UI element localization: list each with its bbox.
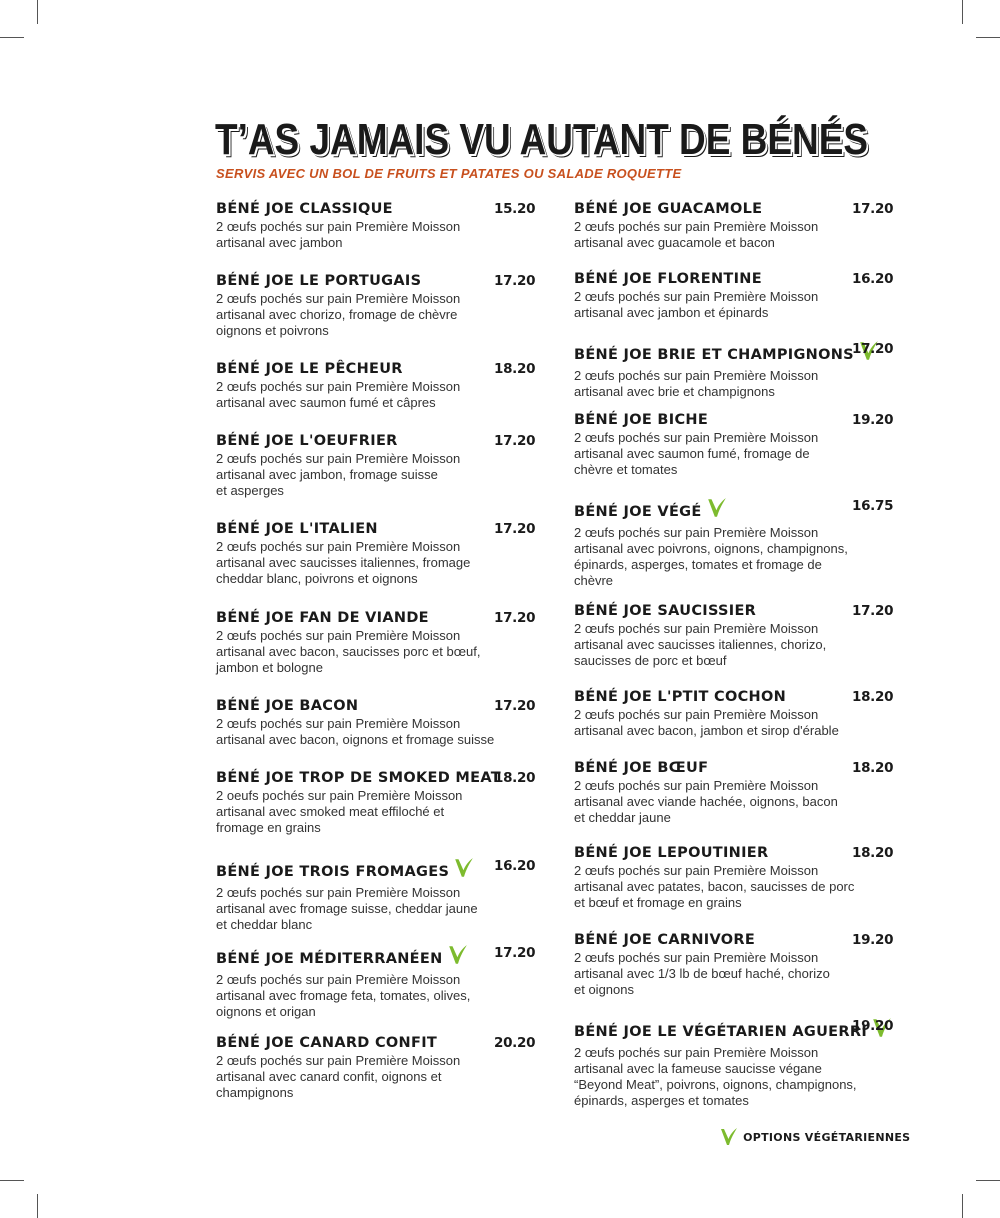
menu-item-name-text: BÉNÉ JOE LE PORTUGAIS <box>216 273 422 289</box>
crop-mark <box>962 1194 963 1218</box>
menu-item-name-text: BÉNÉ JOE FAN DE VIANDE <box>216 610 429 626</box>
menu-item <box>216 944 536 1020</box>
menu-item-description: 2 œufs pochés sur pain Première Moisson artisanal avec jambon, fromage suisse et asperges <box>216 451 461 498</box>
menu-item-description: 2 œufs pochés sur pain Première Moisson artisanal avec guacamole et bacon <box>574 219 819 250</box>
menu-item-price: 17.20 <box>852 341 894 357</box>
menu-item-price: 17.20 <box>494 433 536 449</box>
menu-item <box>216 1034 536 1101</box>
menu-item-price: 18.20 <box>852 689 894 705</box>
menu-item <box>574 270 894 321</box>
menu-item-name <box>574 411 818 429</box>
legend-label: OPTIONS VÉGÉTARIENNES <box>743 1131 911 1144</box>
menu-item-name <box>574 270 818 288</box>
menu-item <box>574 931 894 998</box>
menu-item-name <box>216 200 460 218</box>
menu-item <box>216 857 536 933</box>
menu-item-price: 18.20 <box>494 361 536 377</box>
menu-item <box>574 497 894 589</box>
menu-item-name-text: BÉNÉ JOE BACON <box>216 698 359 714</box>
menu-item-name <box>574 759 838 777</box>
menu-item-price: 18.20 <box>494 770 536 786</box>
menu-item-name <box>216 360 460 378</box>
menu-item-name <box>574 931 830 949</box>
menu-item-price: 16.75 <box>852 498 894 514</box>
page-title: T’AS JAMAIS VU AUTANT DE BÉNÉS <box>215 115 869 164</box>
menu-item <box>216 200 536 251</box>
menu-item-name-text: BÉNÉ JOE CANARD CONFIT <box>216 1035 438 1051</box>
menu-item-name-text: BÉNÉ JOE BICHE <box>574 412 709 428</box>
menu-item <box>216 432 536 499</box>
menu-item <box>574 200 894 251</box>
menu-item-price: 17.20 <box>852 201 894 217</box>
menu-item-price: 17.20 <box>494 698 536 714</box>
menu-item-description: 2 œufs pochés sur pain Première Moisson artisanal avec saucisses italiennes, chorizo, saucisses de porc et bœuf <box>574 621 827 668</box>
menu-item-name <box>574 1017 893 1044</box>
menu-item-name-text: BÉNÉ JOE BRIE ET CHAMPIGNONS <box>574 347 854 363</box>
menu-item-description: 2 œufs pochés sur pain Première Moisson artisanal avec poivrons, oignons, champignons, épinards, asperges, tomates et fromage de chèvre <box>574 525 848 588</box>
menu-item-name-text: BÉNÉ JOE BŒUF <box>574 760 709 776</box>
menu-item-name <box>574 340 880 367</box>
menu-item-name <box>216 697 494 715</box>
menu-item-name-text: BÉNÉ JOE L'OEUFRIER <box>216 433 398 449</box>
crop-mark <box>0 37 24 38</box>
menu-item <box>574 1017 893 1109</box>
menu-item-description: 2 œufs pochés sur pain Première Moisson artisanal avec viande hachée, oignons, bacon et cheddar jaune <box>574 778 838 825</box>
menu-item-name <box>574 602 826 620</box>
menu-item-description: 2 œufs pochés sur pain Première Moisson artisanal avec bacon, oignons et fromage suisse <box>216 716 495 747</box>
menu-item <box>216 769 536 836</box>
menu-item-name-text: BÉNÉ JOE LE PÊCHEUR <box>216 361 403 377</box>
menu-item-price: 16.20 <box>852 271 894 287</box>
menu-item-price: 19.20 <box>852 412 894 428</box>
menu-item-name-text: BÉNÉ JOE SAUCISSIER <box>574 603 757 619</box>
menu-item <box>216 272 536 339</box>
leaf-v-icon <box>447 944 469 971</box>
menu-item-name <box>574 200 818 218</box>
menu-item-name <box>574 844 854 862</box>
menu-item-description: 2 œufs pochés sur pain Première Moisson artisanal avec saucisses italiennes, fromage cheddar blanc, poivrons et oignons <box>216 539 471 586</box>
menu-item-name-text: BÉNÉ JOE FLORENTINE <box>574 271 762 287</box>
menu-item-price: 20.20 <box>494 1035 536 1051</box>
menu-item-name <box>216 944 470 971</box>
menu-item-description: 2 œufs pochés sur pain Première Moisson artisanal avec fromage feta, tomates, olives, oignons et origan <box>216 972 471 1019</box>
menu-item <box>574 602 894 669</box>
menu-item-name <box>216 1034 460 1052</box>
menu-item <box>216 520 536 587</box>
menu-item <box>574 759 894 826</box>
page-subtitle: SERVIS AVEC UN BOL DE FRUITS ET PATATES OU SALADE ROQUETTE <box>216 166 682 181</box>
menu-item-name <box>216 857 478 884</box>
menu-item-description: 2 œufs pochés sur pain Première Moisson artisanal avec fromage suisse, cheddar jaune et cheddar blanc <box>216 885 478 932</box>
menu-item-name-text: BÉNÉ JOE L'PTIT COCHON <box>574 689 787 705</box>
crop-mark <box>976 37 1000 38</box>
crop-mark <box>37 0 38 24</box>
menu-item-price: 18.20 <box>852 845 894 861</box>
menu-item-name-text: BÉNÉ JOE LEPOUTINIER <box>574 845 769 861</box>
menu-item-price: 16.20 <box>494 858 536 874</box>
menu-item <box>574 844 894 911</box>
menu-item-description: 2 œufs pochés sur pain Première Moisson artisanal avec patates, bacon, saucisses de porc et bœuf et fromage en grains <box>574 863 855 910</box>
menu-item <box>216 609 536 676</box>
menu-item-name <box>216 520 470 538</box>
menu-item-name <box>216 272 460 290</box>
menu-item <box>216 697 536 748</box>
menu-item-price: 17.20 <box>494 610 536 626</box>
menu-item <box>574 340 894 400</box>
menu-item-price: 17.20 <box>494 273 536 289</box>
menu-item-name-text: BÉNÉ JOE MÉDITERRANÉEN <box>216 951 443 967</box>
menu-item-name-text: BÉNÉ JOE GUACAMOLE <box>574 201 763 217</box>
menu-item-name-text: BÉNÉ JOE LE VÉGÉTARIEN AGUERRI <box>574 1024 868 1040</box>
menu-item-description: 2 œufs pochés sur pain Première Moisson artisanal avec bacon, saucisses porc et bœuf, jambon et bologne <box>216 628 481 675</box>
menu-item-description: 2 œufs pochés sur pain Première Moisson artisanal avec 1/3 lb de bœuf haché, chorizo et oignons <box>574 950 830 997</box>
menu-item-description: 2 œufs pochés sur pain Première Moisson artisanal avec jambon <box>216 219 461 250</box>
leaf-v-icon <box>453 857 475 884</box>
menu-item-name-text: BÉNÉ JOE CLASSIQUE <box>216 201 393 217</box>
crop-mark <box>976 1180 1000 1181</box>
menu-item <box>574 411 894 478</box>
menu-item-name-text: BÉNÉ JOE CARNIVORE <box>574 932 756 948</box>
crop-mark <box>962 0 963 24</box>
leaf-v-icon <box>720 1127 738 1151</box>
menu-item-price: 17.20 <box>494 945 536 961</box>
menu-item-description: 2 œufs pochés sur pain Première Moisson artisanal avec saumon fumé, fromage de chèvre et tomates <box>574 430 819 477</box>
menu-item-name <box>574 497 848 524</box>
leaf-v-icon <box>706 497 728 524</box>
menu-item-name <box>574 688 839 706</box>
menu-item <box>574 688 894 739</box>
vegetarian-legend <box>716 1127 910 1151</box>
menu-item-name <box>216 769 501 787</box>
menu-item-name <box>216 609 480 627</box>
menu-item-price: 19.20 <box>852 1018 894 1034</box>
menu-item-description: 2 œufs pochés sur pain Première Moisson artisanal avec bacon, jambon et sirop d'érable <box>574 707 839 738</box>
menu-item-name-text: BÉNÉ JOE TROP DE SMOKED MEAT <box>216 770 501 786</box>
menu-item-price: 19.20 <box>852 932 894 948</box>
menu-item-description: 2 œufs pochés sur pain Première Moisson artisanal avec brie et champignons <box>574 368 819 399</box>
crop-mark <box>37 1194 38 1218</box>
menu-item-name <box>216 432 460 450</box>
menu-item <box>216 360 536 411</box>
menu-item-price: 17.20 <box>852 603 894 619</box>
menu-item-price: 18.20 <box>852 760 894 776</box>
menu-item-name-text: BÉNÉ JOE VÉGÉ <box>574 504 702 520</box>
menu-item-description: 2 œufs pochés sur pain Première Moisson artisanal avec la fameuse saucisse végane “Beyond Meat”, poivrons, oignons, champignons, épinards, asperges et tomates <box>574 1045 857 1108</box>
menu-item-name-text: BÉNÉ JOE L'ITALIEN <box>216 521 378 537</box>
menu-item-name-text: BÉNÉ JOE TROIS FROMAGES <box>216 864 450 880</box>
menu-item-price: 15.20 <box>494 201 536 217</box>
menu-item-description: 2 œufs pochés sur pain Première Moisson artisanal avec chorizo, fromage de chèvre oignons et poivrons <box>216 291 461 338</box>
menu-item-description: 2 œufs pochés sur pain Première Moisson artisanal avec saumon fumé et câpres <box>216 379 461 410</box>
crop-mark <box>0 1180 24 1181</box>
menu-item-description: 2 œufs pochés sur pain Première Moisson artisanal avec jambon et épinards <box>574 289 819 320</box>
menu-item-description: 2 oeufs pochés sur pain Première Moisson artisanal avec smoked meat effiloché et fromage en grains <box>216 788 463 835</box>
menu-item-price: 17.20 <box>494 521 536 537</box>
menu-item-description: 2 œufs pochés sur pain Première Moisson artisanal avec canard confit, oignons et champignons <box>216 1053 461 1100</box>
